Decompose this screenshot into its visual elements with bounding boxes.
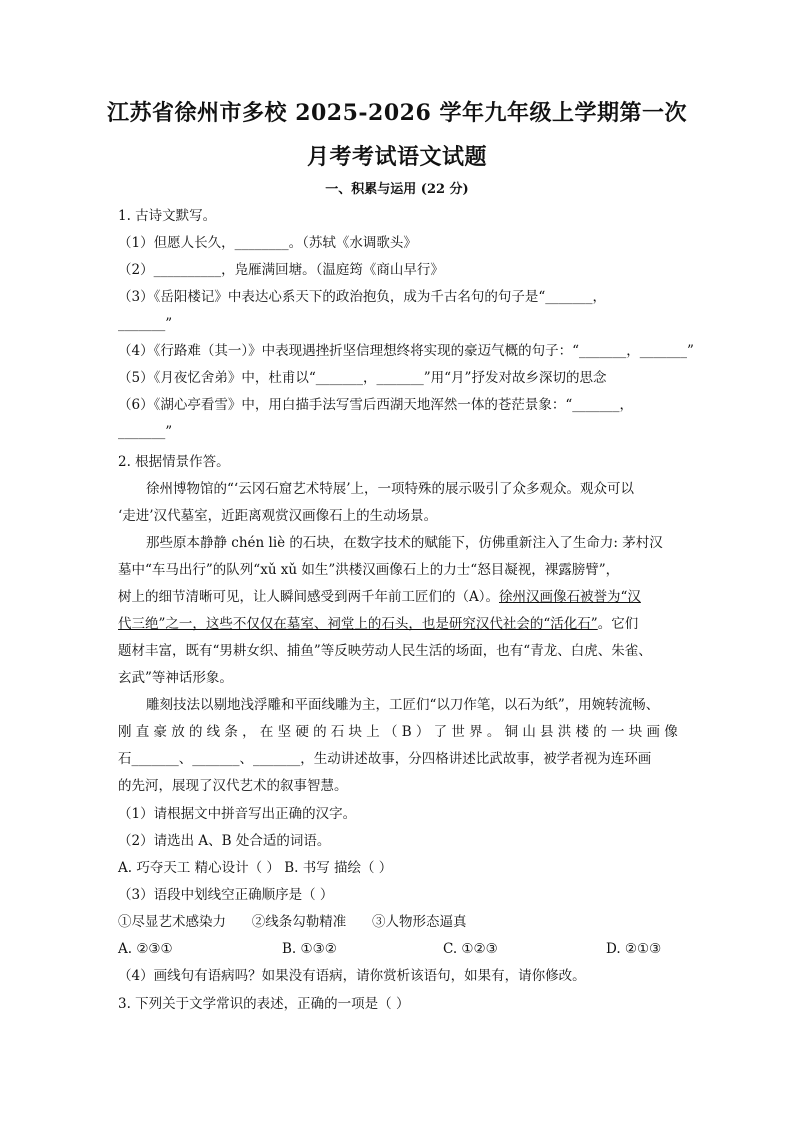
q1-item-3: （3）《岳阳楼记》中表达心系天下的政治抱负，成为千古名句的句子是“_______， bbox=[118, 289, 606, 305]
q1-item-3-cont: _______” bbox=[118, 316, 173, 332]
q2-para3-line2 bbox=[118, 722, 678, 742]
justified-char: 界 bbox=[469, 724, 483, 740]
q1-item-6-cont: _______” bbox=[118, 424, 173, 440]
q2-para3-line4: 的先河，展现了汉代艺术的叙事智慧。 bbox=[118, 778, 348, 794]
justified-char: 直 bbox=[135, 724, 150, 740]
section-heading: 一、积累与运用 (22 分) bbox=[325, 182, 469, 197]
justified-char: 一 bbox=[610, 724, 625, 740]
justified-char: 了 bbox=[433, 724, 448, 740]
q2-sub2: （2）请选出 A、B 处合适的词语。 bbox=[118, 833, 331, 849]
justified-char: 楼 bbox=[575, 724, 590, 740]
justified-char: 的 bbox=[188, 724, 203, 740]
justified-char: 画 bbox=[646, 724, 660, 740]
q2-sub3-choice-c: C. ①②③ bbox=[443, 941, 498, 957]
justified-char: ） bbox=[415, 724, 430, 740]
q2-stem: 2. 根据情景作答。 bbox=[118, 454, 230, 470]
q1-item-4: （4）《行路难（其一）》中表现遇挫折坚信理想终将实现的豪迈气概的句子：“_______，_______” bbox=[118, 343, 694, 359]
justified-char: 在 bbox=[259, 724, 274, 740]
q2-para2-line1: 那些原本静静 chén liè 的石块，在数字技术的赋能下，仿佛重新注入了生命力: 茅村汉 bbox=[146, 535, 663, 551]
q2-sub3-items: ①尽显艺术感染力 ②线条勾勒精准 ③人物形态逼真 bbox=[118, 914, 467, 930]
justified-char: 世 bbox=[451, 724, 465, 740]
q2-para2-line4-tail: 。它们 bbox=[597, 616, 639, 632]
q2-para1-line2: ‘走进’汉代墓室，近距离观赏汉画像石上的生动场景。 bbox=[118, 508, 438, 524]
q2-underlined-sentence-part2: 代三绝”之一，这些不仅仅在墓室、祠堂上的石头，也是研究汉代社会的“活化石” bbox=[118, 616, 598, 632]
justified-char: 。 bbox=[486, 724, 501, 740]
justified-char: 块 bbox=[628, 724, 643, 740]
q2-para1-line1: 徐州博物馆的“‘云冈石窟艺术特展’上，一项特殊的展示吸引了众多观众。观众可以 bbox=[146, 481, 634, 497]
justified-char: 放 bbox=[171, 724, 185, 740]
justified-char: 条 bbox=[224, 724, 238, 740]
justified-char: 洪 bbox=[557, 724, 572, 740]
justified-char: 线 bbox=[206, 724, 221, 740]
q2-para2-line2: 墓中“车马出行”的队列“xǔ xǔ 如生”洪楼汉画像石上的力士“怒目凝视，裸露膀臂”， bbox=[118, 562, 620, 578]
q2-sub3-choice-a: A. ②③① bbox=[118, 941, 173, 957]
q2-para2-line5: 题材丰富，既有“男耕女织、捕鱼”等反映劳动人民生活的场面，也有“青龙、白虎、朱雀、 bbox=[118, 643, 652, 659]
justified-char: 坚 bbox=[277, 724, 292, 740]
exam-title-line1: 江苏省徐州市多校 2025-2026 学年九年级上学期第一次 bbox=[107, 100, 687, 126]
justified-char: 像 bbox=[664, 724, 678, 740]
q2-sub3: （3）语段中划线空正确顺序是（ ） bbox=[118, 887, 334, 903]
q2-sub2-options: A. 巧夺天工 精心设计（ ） B. 书写 描绘（ ） bbox=[118, 860, 393, 876]
q2-para3-line1: 雕刻技法以剔地浅浮雕和平面线雕为主，工匠们“以刀作笔，以石为纸”，用婉转流畅、 bbox=[146, 697, 660, 713]
q2-sub1: （1）请根据文中拼音写出正确的汉字。 bbox=[118, 806, 357, 822]
justified-char: 石 bbox=[330, 724, 345, 740]
q2-para3-line3: 石_______、_______、_______，生动讲述故事，分四格讲述比武故事，被学者视为连环画 bbox=[118, 751, 652, 767]
q2-para2-line4 bbox=[118, 614, 638, 634]
justified-char: 的 bbox=[313, 724, 327, 740]
q1-item-2: （2）__________，凫雁满回塘。（温庭筠《商山早行》 bbox=[118, 262, 444, 278]
q2-para2-line6: 玄武”等神话形象。 bbox=[118, 670, 233, 686]
justified-char: （ bbox=[384, 724, 398, 740]
justified-char: 硬 bbox=[295, 724, 309, 740]
q2-underlined-sentence-part1: 徐州汉画像石被誉为“汉 bbox=[499, 589, 641, 605]
justified-char: 山 bbox=[522, 724, 536, 740]
justified-char: 的 bbox=[593, 724, 607, 740]
q3-stem: 3. 下列关于文学常识的表述，正确的一项是（ ） bbox=[118, 996, 410, 1012]
justified-char: 县 bbox=[540, 724, 554, 740]
justified-char: B bbox=[401, 724, 412, 740]
q2-sub4: （4）画线句有语病吗？如果没有语病，请你赏析该语句，如果有，请你修改。 bbox=[118, 968, 586, 984]
exam-title-line2: 月考考试语文试题 bbox=[306, 144, 487, 170]
q2-para2-line3 bbox=[118, 587, 641, 607]
justified-char: 豪 bbox=[153, 724, 167, 740]
q2-sub3-choice-b: B. ①③② bbox=[282, 941, 337, 957]
q1-item-5: （5）《月夜忆舍弟》中，杜甫以“_______，_______”用“月”抒发对故乡深切的思念 bbox=[118, 370, 607, 386]
justified-char: ， bbox=[242, 724, 256, 740]
justified-char: 刚 bbox=[118, 724, 132, 740]
justified-char: 铜 bbox=[504, 724, 519, 740]
justified-char: 上 bbox=[366, 724, 380, 740]
q1-stem: 1. 古诗文默写。 bbox=[118, 208, 217, 224]
q2-para2-line3-text: 树上的细节清晰可见，让人瞬间感受到两千年前工匠们的（A）。 bbox=[118, 589, 499, 605]
q2-sub3-choice-d: D. ②①③ bbox=[606, 941, 662, 957]
q1-item-1: （1）但愿人长久，________。（苏轼《水调歌头》 bbox=[118, 235, 417, 251]
q1-item-6: （6）《湖心亭看雪》中，用白描手法写雪后西湖天地浑然一体的苍茫景象：“_______， bbox=[118, 397, 633, 413]
justified-char: 块 bbox=[348, 724, 363, 740]
